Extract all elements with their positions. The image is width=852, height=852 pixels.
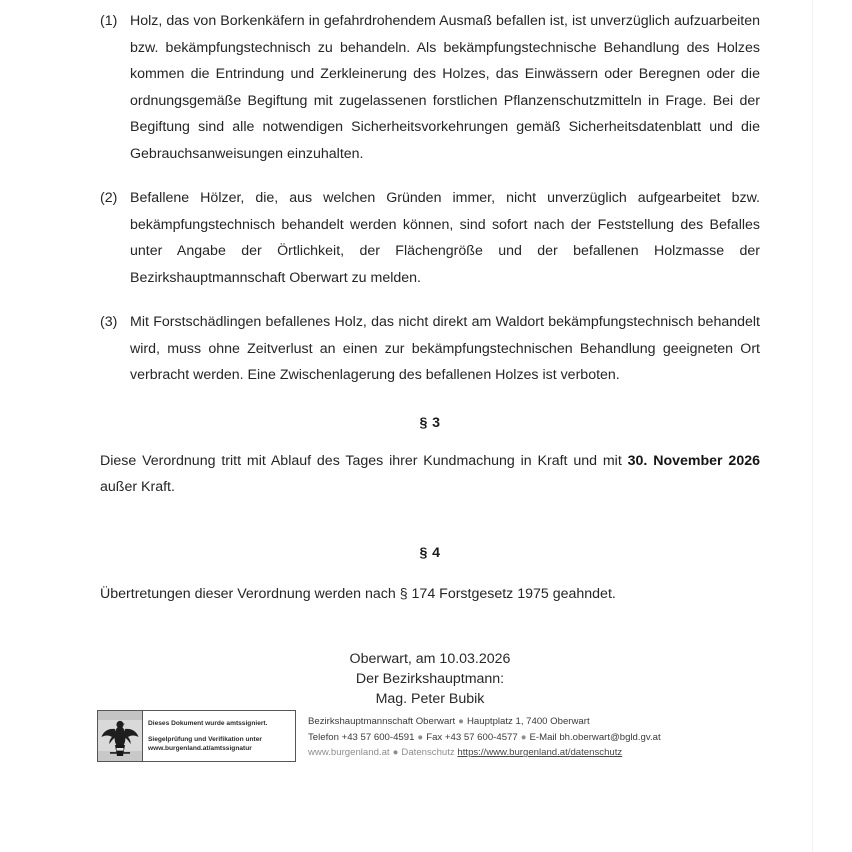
paragraph-text-2 [130, 185, 760, 291]
paragraph-marker-3: (3) [100, 314, 118, 330]
paragraph-1-line-5: Pflanzenschutzmitteln in Frage. Bei der Begiftung sind alle notwendigen [130, 92, 760, 135]
section-body-3 [100, 448, 760, 501]
ordinance-paragraph-3 [100, 309, 760, 389]
paragraph-marker-1: (1) [100, 13, 118, 29]
signature-name: Mag. Peter Bubik [375, 691, 485, 707]
paragraph-1-line-4: oder Beregnen oder die ordnungsgemäße Begiftung mit zugelassenen forstlichen [130, 66, 760, 109]
document-body [100, 0, 760, 709]
footer-office-name: Bezirkshauptmannschaft Oberwart [308, 716, 456, 727]
footer-separator-icon: ● [458, 716, 464, 727]
footer-contact-info [308, 714, 661, 761]
paragraph-3-line-3: geeigneten Ort verbracht werden. Eine Zwischenlagerung des befallenen Holzes ist verboten. [130, 340, 760, 383]
paragraph-2-line-2: bekämpfungstechnisch behandelt werden können, sind sofort nach der Feststellung des Befalles [130, 216, 760, 233]
section-3-text-before: Diese Verordnung tritt mit Ablauf des Tages ihrer Kundmachung in Kraft und mit [100, 452, 628, 469]
paragraph-marker-2: (2) [100, 190, 118, 206]
footer-phone: Telefon +43 57 600-4591 [308, 731, 415, 743]
stamp-line-2: Siegelprüfung und Verifikation unter [148, 735, 262, 743]
amtssignatur-stamp [97, 710, 296, 762]
stamp-line-1: Dieses Dokument wurde amtssigniert. [148, 720, 268, 728]
paragraph-text-1 [130, 8, 760, 167]
paragraph-2-line-1: Befallene Hölzer, die, aus welchen Gründen immer, nicht unverzüglich aufgearbeitet bzw. [130, 190, 760, 206]
section-3-text-after: außer Kraft. [100, 479, 175, 495]
paragraph-1-line-3: Behandlung des Holzes kommen die Entrindung und Zerkleinerung des Holzes, das Einwässern [130, 39, 760, 82]
paragraph-3-line-2: behandelt wird, muss ohne Zeitverlust an einen zur bekämpfungstechnischen Behandlung [130, 314, 760, 357]
footer-separator-icon: ● [392, 747, 399, 759]
stamp-line-3: www.burgenland.at/amtssignatur [148, 745, 252, 753]
signature-title: Der Bezirkshauptmann: [355, 671, 505, 687]
footer-separator-icon: ● [417, 731, 424, 743]
paragraph-2-line-4: Bezirkshauptmannschaft Oberwart zu melden. [130, 269, 421, 286]
section-heading-4: § 4 [419, 544, 441, 561]
ordinance-paragraph-2 [100, 185, 760, 291]
paragraph-1-line-1: Holz, das von Borkenkäfern in gefahrdrohendem Ausmaß befallen ist, ist unverzüglich [130, 13, 670, 29]
paragraph-1-line-2: aufzuarbeiten bzw. bekämpfungstechnisch zu behandeln. Als bekämpfungstechnische [130, 13, 760, 56]
page-footer [0, 705, 852, 785]
footer-phone-row [308, 730, 661, 746]
ordinance-paragraph-1 [100, 8, 760, 167]
signature-block [100, 649, 760, 709]
paragraph-1-line-6: Sicherheitsvorkehrungen gemäß Sicherheitsdatenblatt und die Gebrauchsanweisungen [130, 119, 760, 162]
paragraph-3-line-1: Mit Forstschädlingen befallenes Holz, das nicht direkt am Waldort bekämpfungstechnisch [130, 314, 694, 330]
amtssignatur-stamp-text [143, 711, 295, 761]
section-3-expiry-date: 30. November 2026 [627, 452, 760, 469]
section-heading-3: § 3 [419, 414, 441, 431]
footer-email[interactable]: E-Mail bh.oberwart@bgld.gv.at [529, 731, 661, 743]
footer-fax: Fax +43 57 600-4577 [426, 731, 518, 743]
paragraph-text-3 [130, 309, 760, 389]
footer-web-row [308, 745, 661, 761]
paragraph-1-line-7: einzuhalten. [286, 145, 364, 162]
footer-separator-icon: ● [520, 731, 527, 743]
section-body-4: Übertretungen dieser Verordnung werden nach § 174 Forstgesetz 1975 geahndet. [100, 585, 616, 602]
footer-address-row [308, 714, 661, 730]
footer-privacy-link[interactable]: https://www.burgenland.at/datenschutz [457, 747, 623, 759]
footer-street-address: Hauptplatz 1, 7400 Oberwart [466, 716, 590, 727]
signature-place-date: Oberwart, am 10.03.2026 [349, 651, 511, 667]
paragraph-2-line-3: unter Angabe der Örtlichkeit, der Flächengröße und der befallenen Holzmasse der [130, 243, 760, 259]
austrian-eagle-coat-of-arms-icon [98, 711, 143, 761]
footer-website[interactable]: www.burgenland.at [308, 747, 390, 759]
footer-privacy-label: Datenschutz [401, 747, 455, 759]
